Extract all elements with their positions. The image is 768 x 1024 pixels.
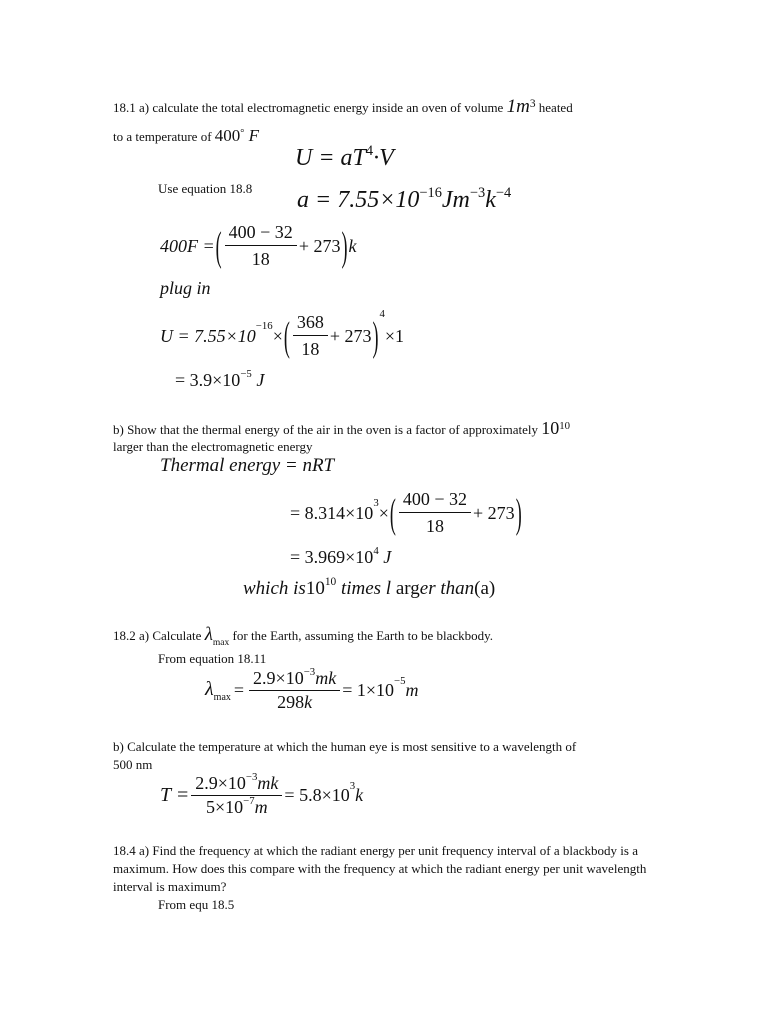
equation-plug-in: U = 7.55×10 $^{-16}$ × ( $\frac{368}{18}$ + 273 ) $^4$ ×1	[160, 307, 405, 359]
result-18-1a: = $3.9\times 10^{-5}$ J	[175, 368, 265, 390]
plug-in-label: plug in	[160, 278, 211, 298]
equation-thermal-calc: = 8.314×10 $^3$ × ( $\frac{400 - 32}{18}$ + 273 )	[290, 489, 522, 536]
use-equation-label: Use equation 18.8	[158, 181, 253, 196]
equation-lambda-max: $\lambda_{max}$ = $\frac{2.9\times 10^{-3}mk}{298k}$ = 1×10 $^{-5}$ m	[205, 666, 419, 712]
lambda-symbol: $\lambda_{max}$	[204, 624, 230, 648]
problem-18-2b-line1: b) Calculate the temperature at which the human eye is most sensitive to a wavelength of	[113, 739, 577, 754]
problem-text: 18.1 a) calculate the total electromagnetic energy inside an oven of volume	[113, 100, 504, 115]
from-equation-label-18-5: From equ 18.5	[158, 897, 235, 912]
problem-text-heated: heated	[538, 100, 573, 115]
problem-text: for the Earth, assuming the Earth to be blackbody.	[232, 628, 494, 643]
equation-energy: $U = aT^4\cdot V$	[295, 143, 394, 171]
problem-18-1a-line1	[113, 98, 573, 116]
equation-temperature-conversion: 400F = ( $\frac{400 - 32}{18}$ + 273 ) k	[160, 222, 357, 269]
problem-18-1b-line1	[113, 420, 570, 438]
comparison-statement: which $is10^{10}$ times l arger than(a)	[243, 576, 496, 599]
from-equation-label: From equation 18.11	[158, 651, 267, 666]
equation-temperature: T = $\frac{2.9\times 10^{-3}mk}{5\times 10^{-7}m}$ = 5.8×10 $^3$ k	[160, 771, 364, 817]
equation-constant-a: $a = 7.55\times 10^{-16}Jm^{-3}k^{-4}$	[297, 185, 512, 213]
problem-18-1b-line2: larger than the electromagnetic energy	[113, 439, 313, 454]
equation-thermal-energy: Thermal energy = nRT	[160, 455, 335, 476]
temperature-value: 400° F	[214, 126, 260, 145]
problem-18-4a: 18.4 a) Find the frequency at which the radiant energy per unit frequency interval of a blackbody is a maximum. How does this compare with the frequency at which the radiant energy per unit wavelength interval is maximum?	[113, 843, 647, 894]
problem-text: to a temperature of	[113, 129, 212, 144]
problem-18-2a	[113, 626, 493, 652]
factor-value: $10^{10}$	[541, 418, 571, 438]
problem-18-1a-line2	[113, 127, 259, 145]
volume-value: $1m^3$	[506, 96, 536, 117]
problem-text: 18.2 a) Calculate	[113, 628, 202, 643]
problem-18-2b-line2: 500 nm	[113, 757, 153, 772]
problem-text: b) Show that the thermal energy of the air in the oven is a factor of approximately	[113, 422, 539, 437]
result-18-1b: = $3.969\times 10^4$ J	[290, 545, 392, 567]
